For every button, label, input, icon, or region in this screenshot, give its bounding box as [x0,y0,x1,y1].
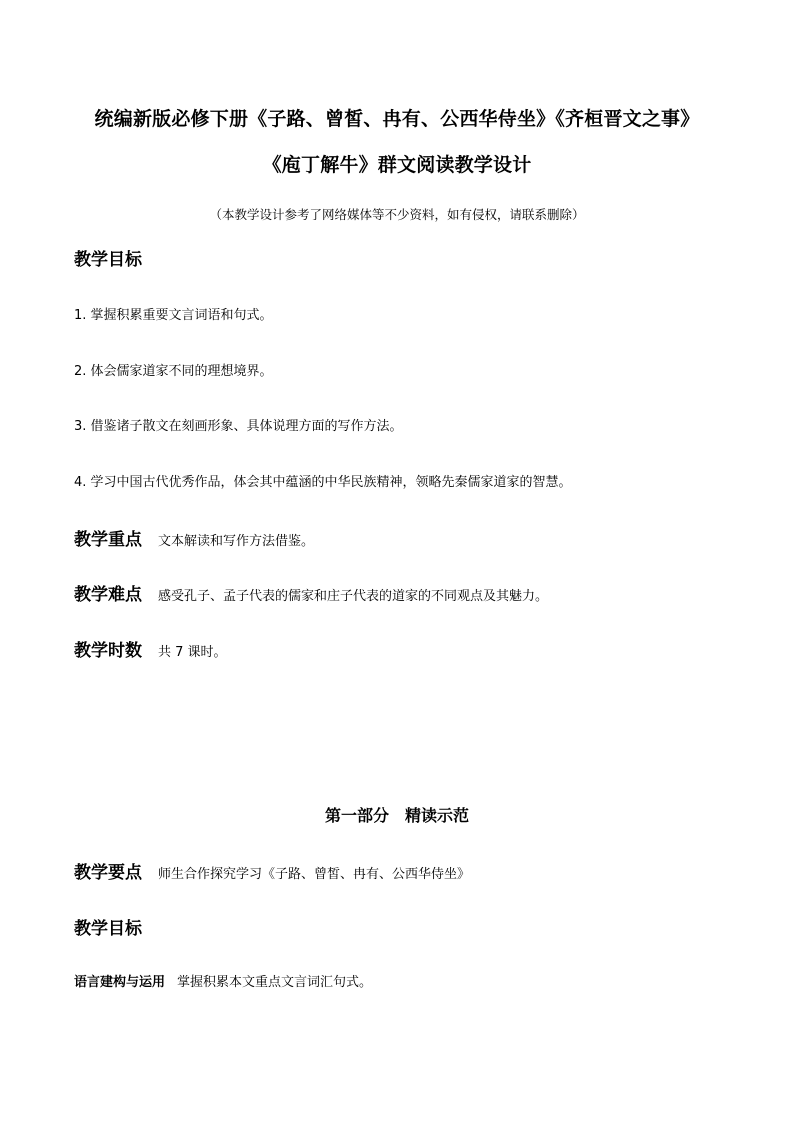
difficulties-text: 感受孔子、孟子代表的儒家和庄子代表的道家的不同观点及其魅力。 [158,589,549,604]
difficulties-label: 教学难点 [74,585,142,605]
key-points-text: 文本解读和写作方法借鉴。 [158,534,315,549]
key-points-row [74,525,314,550]
part1-essentials-row [74,858,470,883]
objective-item-4: 4. 学习中国古代优秀作品，体会其中蕴涵的中华民族精神，领略先秦儒家道家的智慧。 [74,475,572,490]
document-title-line2: 《庖丁解牛》群文阅读教学设计 [262,154,532,176]
objectives-heading: 教学目标 [74,250,142,270]
hours-text: 共 7 课时。 [158,645,227,660]
part1-language-row [74,971,372,990]
difficulties-row [74,580,548,605]
document-title-line1: 统编新版必修下册《子路、曾皙、冉有、公西华侍坐》《齐桓晋文之事》 [94,108,700,130]
part1-language-text: 掌握积累本文重点文言词汇句式。 [177,975,373,990]
part1-language-label: 语言建构与运用 [74,975,166,990]
key-points-label: 教学重点 [74,530,142,550]
objective-item-2: 2. 体会儒家道家不同的理想境界。 [74,364,273,379]
objective-item-1: 1. 掌握积累重要文言词语和句式。 [74,308,273,323]
part1-essentials-text: 师生合作探究学习《子路、曾皙、冉有、公西华侍坐》 [158,867,471,882]
hours-row [74,636,227,661]
objective-item-3: 3. 借鉴诸子散文在刻画形象、具体说理方面的写作方法。 [74,419,403,434]
part1-objectives-heading: 教学目标 [74,919,142,939]
part1-title: 第一部分 精读示范 [324,806,469,825]
copyright-note: （本教学设计参考了网络媒体等不少资料，如有侵权，请联系删除） [209,207,585,222]
part1-essentials-label: 教学要点 [74,863,142,883]
hours-label: 教学时数 [74,641,142,661]
